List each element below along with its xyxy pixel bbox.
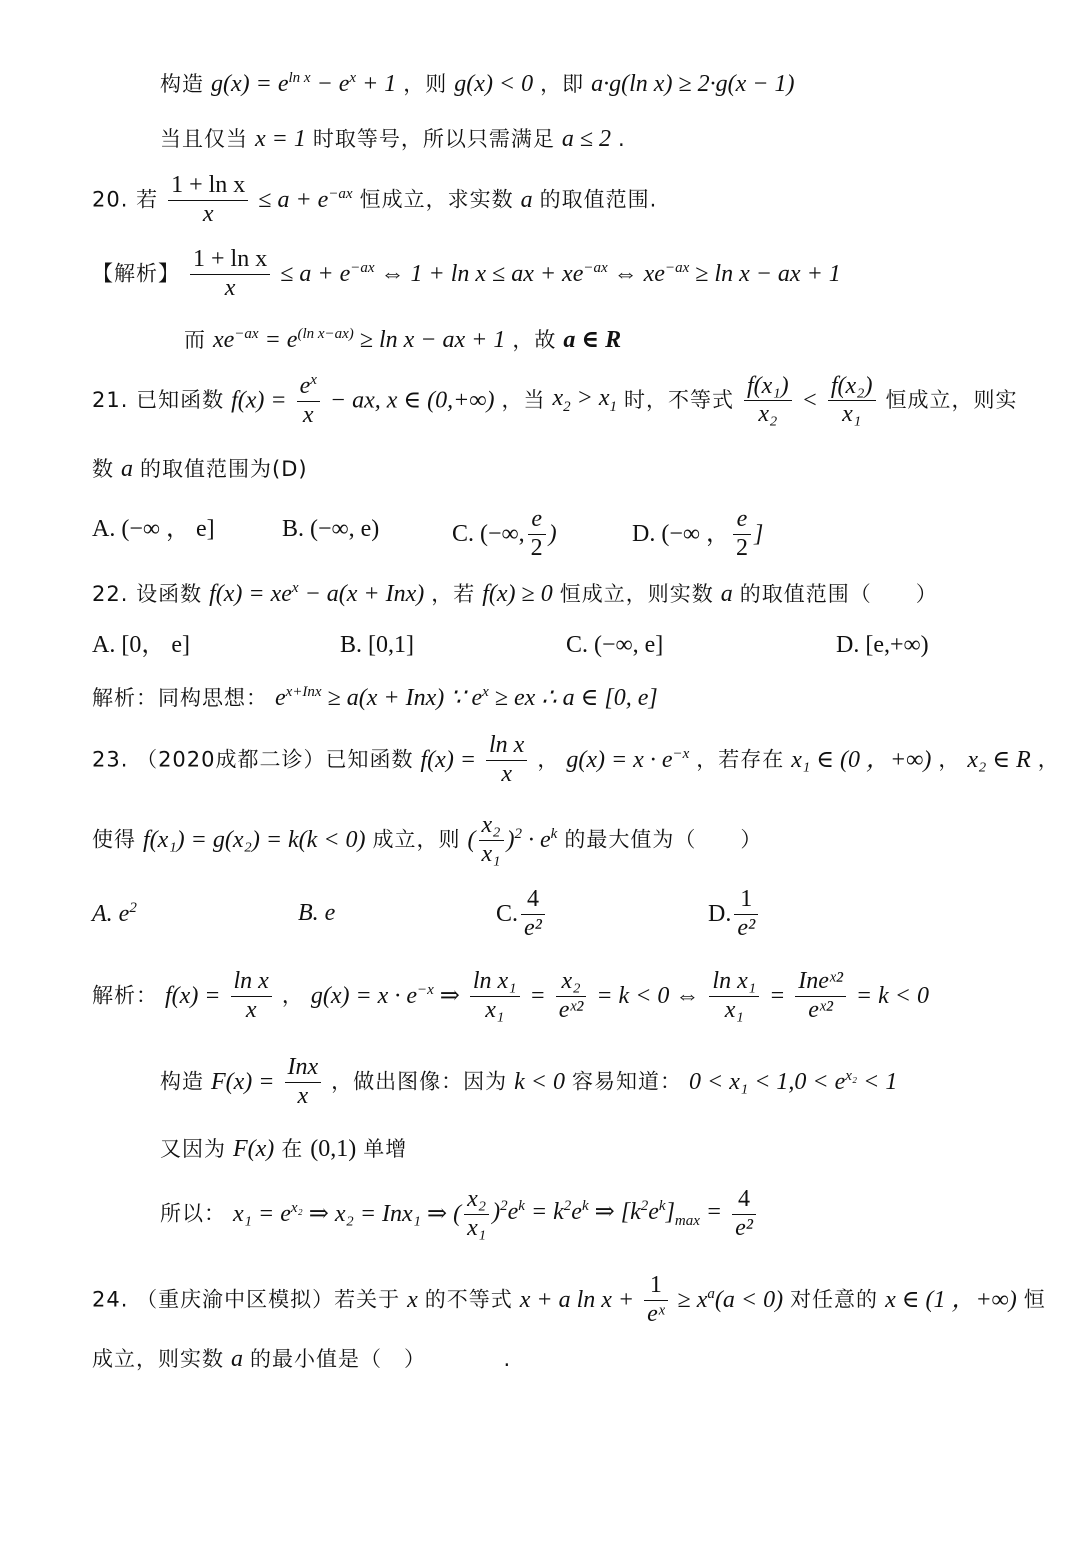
math: ( — [467, 826, 476, 853]
math: ≤ $a + e^{-ax}$ ⇔ 1 + ln x ≤ ax + $xe^{-ax}$ ⇔ $xe^{-ax} \ge \ln x$ − ax + 1 — [280, 260, 841, 288]
option-a: A. (−∞ ， e] — [92, 516, 215, 542]
text: 在 — [281, 1137, 304, 1161]
math: (0,1) — [310, 1136, 357, 1162]
math: F(x) — [233, 1136, 275, 1162]
text: 时取等号，所以只需满足 — [312, 127, 555, 151]
text: ，若 — [431, 582, 476, 606]
math: )$^2 \cdot e^k$ — [506, 826, 558, 854]
fraction: $\frac{\text{ln x₁}}{\text{x₁}}$ — [709, 968, 759, 1024]
math: g(x) < 0 — [454, 71, 534, 97]
math: k < 0 — [514, 1068, 566, 1095]
math: = k < 0 — [855, 982, 929, 1009]
math: $xe^{-ax} = e^{(ln x-ax)} \ge \ln x$ − ax + 1 — [213, 326, 506, 353]
math: < — [801, 387, 818, 414]
question-24 — [92, 1272, 1046, 1328]
math: a ≤ 2 — [561, 126, 612, 152]
fraction: $\frac{\text{x₂}}{\text{x₁}}$ — [464, 1186, 489, 1242]
text: ， — [281, 983, 304, 1008]
math: f(x) = — [420, 746, 477, 773]
question-number: 24. （重庆渝中区模拟）若关于 — [92, 1287, 401, 1312]
text: 又因为 — [160, 1137, 226, 1161]
text: 单增 — [363, 1137, 408, 1161]
math: a — [121, 456, 133, 482]
text: 的取值范围为(D) — [140, 457, 308, 481]
question-20 — [92, 172, 657, 228]
option-c: C. (−∞, e] — [566, 632, 664, 658]
fraction: $\frac{1}{\text{eˣ}}$ — [644, 1272, 667, 1328]
question-21-cont — [92, 456, 308, 482]
math: = — [529, 982, 546, 1009]
option-c: C. $\frac{4}{\text{e²}}$ — [496, 886, 548, 942]
solution-22 — [92, 684, 658, 711]
question-23-cont — [92, 812, 762, 868]
solution-23-line-3 — [160, 1136, 407, 1162]
solution-23-line-4 — [160, 1186, 759, 1242]
fraction: $\frac{\text{x₂}}{\text{eˣ²}}$ — [556, 968, 587, 1024]
fraction: $\frac{e^x}{x}$ — [297, 372, 320, 429]
text: 恒成立，则实数 — [559, 582, 714, 606]
text: 使得 — [92, 827, 136, 852]
fraction: $\frac{\text{f(x₂)}}{\text{x₁}}$ — [828, 373, 876, 429]
fraction: $\frac{\text{1 + ln x}}{x}$ — [190, 246, 270, 302]
text: 容易知道： — [572, 1069, 683, 1094]
question-24-cont — [92, 1346, 511, 1372]
text: 恒成立，求实数 — [359, 187, 514, 212]
math: $x_2 > x_1$ — [552, 385, 617, 416]
math: f(x) ≥ 0 — [482, 581, 553, 607]
intro-line-2 — [160, 126, 626, 152]
text: 恒 — [1023, 1287, 1046, 1312]
text: ， — [537, 747, 560, 772]
fraction: $\frac{\text{ln x}}{x}$ — [231, 968, 272, 1024]
text: ，当 — [501, 388, 546, 413]
text: 的取值范围（ ） — [739, 582, 938, 606]
math: x₂ ∈ R — [967, 746, 1031, 773]
math: $e^{x+Inx} \ge a(x + Inx)$ ∵ $e^x$ ≥ ex ∴ a ∈ [0, e] — [275, 684, 658, 711]
fraction: $\frac{\text{1 + ln x}}{x}$ — [168, 172, 248, 228]
math: x + a ln x + — [519, 1286, 635, 1313]
math: F(x) = — [211, 1068, 275, 1095]
question-21 — [92, 372, 1018, 429]
math: $g(x) = x \cdot e^{-x}$ — [566, 746, 690, 774]
text: 对任意的 — [790, 1287, 879, 1312]
math: = k < 0 ⇔ — [596, 982, 700, 1009]
option-a: A. [0， e] — [92, 632, 190, 658]
text: ， — [938, 747, 961, 772]
option-c: C. (−∞, $\frac{e}{2}$ ) — [452, 506, 557, 561]
question-22 — [92, 580, 938, 607]
option-b: B. (−∞, e) — [282, 516, 380, 542]
option-d: D. [e,+∞) — [836, 632, 929, 658]
solution-23-line-2 — [160, 1054, 897, 1110]
math: x₁ ∈ (0 ，+∞) — [791, 746, 932, 773]
question-number: 20. 若 — [92, 187, 159, 212]
math: f(x) = — [231, 387, 287, 414]
fraction: $\frac{\text{Ineˣ²}}{\text{eˣ²}}$ — [795, 968, 846, 1024]
solution-23-line-1 — [92, 968, 929, 1024]
math: f(x) = — [165, 982, 221, 1009]
solution-label: 解析：同构思想： — [92, 686, 268, 710]
math: a ∈ R — [563, 327, 622, 353]
math: x = 1 — [255, 126, 306, 152]
math: $g(x) = e^{ln x} - e^x + 1$ — [211, 70, 397, 97]
text: 的最大值为（ ） — [564, 827, 763, 852]
solution-label: 解析： — [92, 983, 158, 1008]
math: − ax, x ∈ (0,+∞) — [329, 387, 495, 414]
text: . — [618, 127, 626, 151]
intro-line-1 — [160, 70, 794, 97]
math: a — [231, 1346, 243, 1372]
text: 当且仅当 — [160, 127, 248, 151]
text: ， — [1037, 747, 1060, 772]
text: 的不等式 — [424, 1287, 513, 1312]
math: $0 < x_1 < 1,0 < e^{x_2} < 1$ — [689, 1068, 898, 1096]
option-d: D. $\frac{1}{\text{e²}}$ — [708, 886, 761, 942]
option-d: D. (−∞ ， $\frac{e}{2}$ ] — [632, 506, 764, 561]
question-number: 21. 已知函数 — [92, 388, 225, 413]
question-number: 23. （2020成都二诊）已知函数 — [92, 747, 414, 772]
math: x — [407, 1286, 418, 1313]
text: 构造 — [160, 72, 204, 96]
math: $x_1 = e^{x_2}$ ⇒ x₂ = Inx₁ ⇒ ( — [233, 1200, 462, 1228]
fraction: $\frac{\text{x₂}}{\text{x₁}}$ — [479, 812, 504, 868]
math: ≤ $a + e^{-ax}$ — [258, 186, 353, 214]
text: ，即 — [540, 72, 585, 96]
math: $g(x) = x \cdot e^{-x}$ ⇒ — [310, 982, 460, 1010]
math: $f(x) = xe^x - a(x + Inx)$ — [209, 580, 425, 607]
solution-20-line-1 — [92, 246, 841, 302]
fraction: $\frac{\text{f(x₁)}}{\text{x₂}}$ — [744, 373, 792, 429]
math: x ∈ (1 ，+∞) — [885, 1286, 1017, 1313]
math: a·g(ln x) ≥ 2·g(x − 1) — [591, 71, 795, 97]
question-23 — [92, 732, 1060, 788]
text: 恒成立，则实 — [885, 388, 1018, 413]
text: ，故 — [512, 328, 557, 352]
option-a: A. $e^2$ — [92, 900, 137, 927]
text: ，做出图像：因为 — [331, 1069, 508, 1094]
solution-20-line-2 — [184, 326, 621, 353]
math: f(x₁) = g(x₂) = k(k < 0) — [143, 826, 366, 853]
text: 的取值范围. — [539, 187, 658, 212]
fraction: $\frac{\text{ln x₁}}{\text{x₁}}$ — [470, 968, 520, 1024]
text: 构造 — [160, 1069, 204, 1094]
math: = — [769, 982, 786, 1009]
text: 的最小值是（ ） . — [250, 1347, 512, 1371]
text: 而 — [184, 328, 206, 352]
fraction: $\frac{\text{Inx}}{x}$ — [285, 1054, 322, 1110]
option-b: B. [0,1] — [340, 632, 414, 658]
text: 数 — [92, 457, 114, 481]
text: 时，不等式 — [623, 388, 734, 413]
text: ，则 — [403, 72, 448, 96]
option-b: B. e — [298, 900, 336, 926]
math: a — [520, 186, 533, 213]
fraction: $\frac{\text{ln x}}{x}$ — [486, 732, 527, 788]
question-number: 22. 设函数 — [92, 582, 203, 606]
text: ，若存在 — [696, 747, 785, 772]
text: 所以： — [160, 1201, 226, 1226]
text: 成立，则实数 — [92, 1347, 224, 1371]
text: 成立，则 — [372, 827, 461, 852]
math: )$^2e^k = k^2e^k$ ⇒ $[k^2e^k]_{max}$ = — [492, 1198, 723, 1230]
math: ≥ $x^a(a < 0)$ — [677, 1286, 784, 1314]
math: a — [720, 581, 733, 607]
solution-label: 【解析】 — [92, 261, 180, 286]
fraction: $\frac{4}{\text{e²}}$ — [732, 1186, 756, 1242]
